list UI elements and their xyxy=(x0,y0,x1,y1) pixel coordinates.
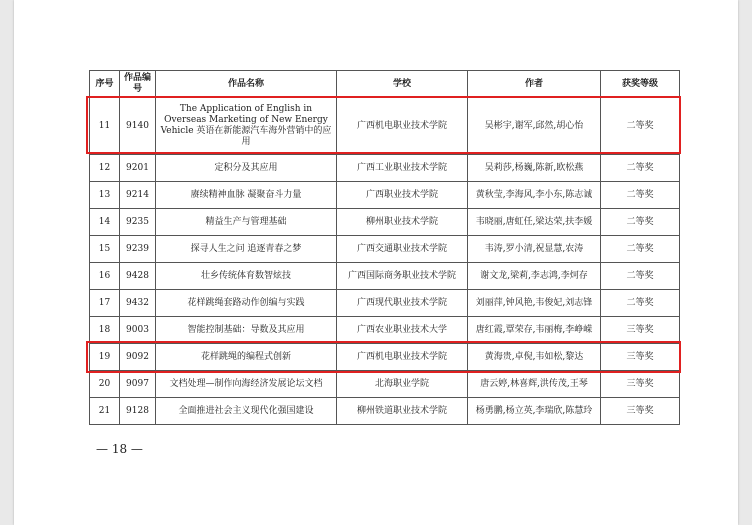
cell-serial: 19 xyxy=(90,344,120,371)
cell-work-title: 探寻人生之问 追逐青春之梦 xyxy=(156,236,337,263)
header-work-id: 作品编号 xyxy=(120,71,156,98)
cell-serial: 21 xyxy=(90,398,120,425)
cell-authors: 吴莉莎,杨巍,陈新,欧松燕 xyxy=(468,155,601,182)
cell-award: 三等奖 xyxy=(601,371,680,398)
cell-work-id: 9432 xyxy=(120,290,156,317)
cell-authors: 韦晓丽,唐虹任,梁达荣,扶李媛 xyxy=(468,209,601,236)
cell-authors: 杨勇鹏,杨立英,李瑞欣,陈慧玲 xyxy=(468,398,601,425)
cell-authors: 吴彬宇,谢军,邱然,胡心怡 xyxy=(468,98,601,155)
cell-award: 二等奖 xyxy=(601,236,680,263)
header-work-title: 作品名称 xyxy=(156,71,337,98)
cell-award: 二等奖 xyxy=(601,263,680,290)
cell-authors: 黄海贵,卓倪,韦如松,黎达 xyxy=(468,344,601,371)
cell-serial: 18 xyxy=(90,317,120,344)
header-award: 获奖等级 xyxy=(601,71,680,98)
cell-serial: 12 xyxy=(90,155,120,182)
table-row xyxy=(90,182,680,209)
table-row xyxy=(90,263,680,290)
cell-authors: 韦涛,罗小清,祝显慧,农涛 xyxy=(468,236,601,263)
page-number: — 18 — xyxy=(96,442,143,456)
cell-authors: 谢文龙,梁莉,李志鸿,李炣存 xyxy=(468,263,601,290)
table-row xyxy=(90,344,680,371)
cell-work-title: 精益生产与管理基础 xyxy=(156,209,337,236)
cell-serial: 20 xyxy=(90,371,120,398)
cell-school: 柳州铁道职业技术学院 xyxy=(337,398,468,425)
cell-work-title: 壮乡传统体育数智炫技 xyxy=(156,263,337,290)
table-row xyxy=(90,98,680,155)
header-authors: 作者 xyxy=(468,71,601,98)
awards-table xyxy=(89,70,680,425)
table-row xyxy=(90,317,680,344)
cell-work-title: 文档处理—制作向海经济发展论坛文档 xyxy=(156,371,337,398)
cell-work-title: 全面推进社会主义现代化强国建设 xyxy=(156,398,337,425)
cell-work-id: 9092 xyxy=(120,344,156,371)
cell-award: 二等奖 xyxy=(601,155,680,182)
cell-award: 二等奖 xyxy=(601,209,680,236)
cell-work-id: 9235 xyxy=(120,209,156,236)
cell-work-id: 9097 xyxy=(120,371,156,398)
cell-work-title: 智能控制基础：导数及其应用 xyxy=(156,317,337,344)
cell-work-id: 9003 xyxy=(120,317,156,344)
cell-school: 柳州职业技术学院 xyxy=(337,209,468,236)
cell-work-id: 9201 xyxy=(120,155,156,182)
cell-school: 广西工业职业技术学院 xyxy=(337,155,468,182)
cell-work-id: 9140 xyxy=(120,98,156,155)
cell-work-title: The Application of English in Overseas Marketing of New Energy Vehicle 英语在新能源汽车海外营销中的应用 xyxy=(156,98,337,155)
cell-serial: 17 xyxy=(90,290,120,317)
cell-school: 广西现代职业技术学院 xyxy=(337,290,468,317)
cell-authors: 刘丽萍,钟风艳,韦俊妃,刘志锋 xyxy=(468,290,601,317)
cell-work-title: 赓续精神血脉 凝聚奋斗力量 xyxy=(156,182,337,209)
header-school: 学校 xyxy=(337,71,468,98)
header-serial: 序号 xyxy=(90,71,120,98)
cell-award: 三等奖 xyxy=(601,398,680,425)
cell-work-title: 花样跳绳的编程式创新 xyxy=(156,344,337,371)
cell-authors: 黄秋莹,李海风,李小东,陈志诚 xyxy=(468,182,601,209)
cell-work-id: 9428 xyxy=(120,263,156,290)
cell-authors: 唐红霞,覃荣存,韦丽梅,李峥嵘 xyxy=(468,317,601,344)
table-row xyxy=(90,155,680,182)
cell-award: 二等奖 xyxy=(601,98,680,155)
cell-work-title: 花样跳绳套路动作创编与实践 xyxy=(156,290,337,317)
table-row xyxy=(90,236,680,263)
cell-school: 广西农业职业技术大学 xyxy=(337,317,468,344)
cell-school: 广西机电职业技术学院 xyxy=(337,98,468,155)
table-row xyxy=(90,371,680,398)
cell-serial: 13 xyxy=(90,182,120,209)
cell-serial: 14 xyxy=(90,209,120,236)
table-row xyxy=(90,398,680,425)
cell-award: 三等奖 xyxy=(601,317,680,344)
cell-school: 广西交通职业技术学院 xyxy=(337,236,468,263)
cell-school: 广西职业技术学院 xyxy=(337,182,468,209)
cell-serial: 15 xyxy=(90,236,120,263)
cell-award: 三等奖 xyxy=(601,344,680,371)
cell-award: 二等奖 xyxy=(601,290,680,317)
cell-school: 广西国际商务职业技术学院 xyxy=(337,263,468,290)
cell-award: 二等奖 xyxy=(601,182,680,209)
cell-school: 北海职业学院 xyxy=(337,371,468,398)
cell-serial: 11 xyxy=(90,98,120,155)
cell-serial: 16 xyxy=(90,263,120,290)
cell-work-id: 9128 xyxy=(120,398,156,425)
cell-authors: 唐云婷,林喜辉,洪传茂,王琴 xyxy=(468,371,601,398)
table-row xyxy=(90,290,680,317)
cell-school: 广西机电职业技术学院 xyxy=(337,344,468,371)
cell-work-id: 9239 xyxy=(120,236,156,263)
cell-work-title: 定积分及其应用 xyxy=(156,155,337,182)
cell-work-id: 9214 xyxy=(120,182,156,209)
document-page xyxy=(14,0,738,525)
table-header-row xyxy=(90,71,680,98)
table-row xyxy=(90,209,680,236)
